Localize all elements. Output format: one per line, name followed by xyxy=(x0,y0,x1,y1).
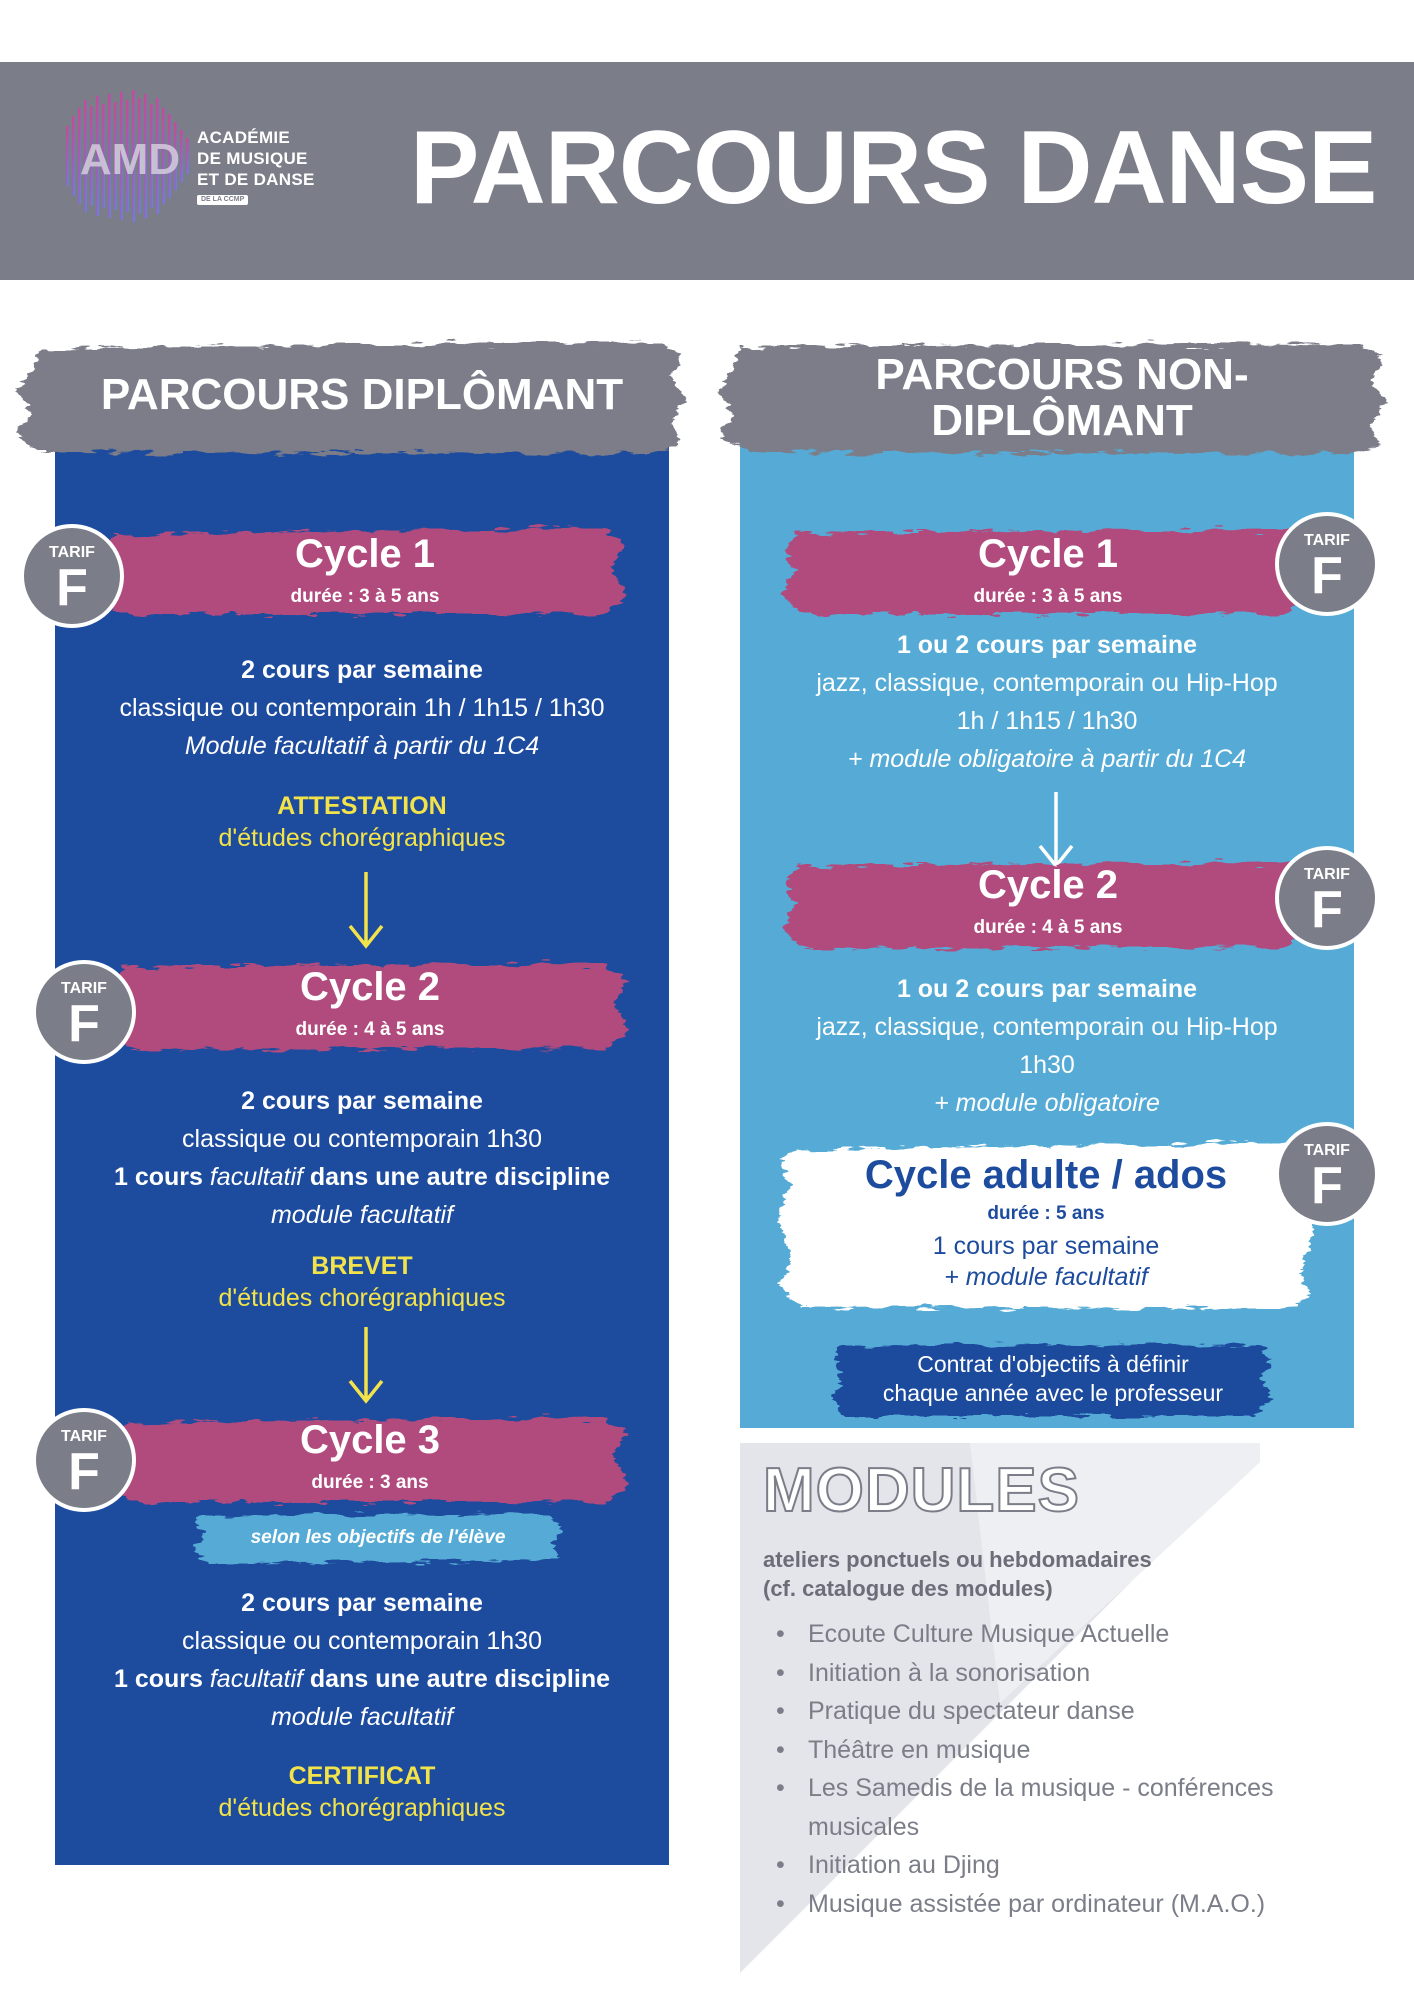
left-cycle2-line1: 2 cours par semaine xyxy=(241,1087,483,1115)
left-cycle1-diploma-sub: d'études chorégraphiques xyxy=(218,824,506,852)
left-cycle3-diploma-title: CERTIFICAT xyxy=(288,1762,436,1790)
right-adult-tarif-badge xyxy=(1275,1122,1379,1226)
right-cycle2-line4: + module obligatoire xyxy=(934,1089,1160,1117)
right-adult-duration: durée : 5 ans xyxy=(987,1203,1105,1224)
modules-subtitle xyxy=(763,1545,1152,1603)
list-item: • Initiation au Djing xyxy=(770,1846,1368,1885)
right-cycle1-line1: 1 ou 2 cours par semaine xyxy=(896,631,1198,659)
left-cycle3-diploma xyxy=(55,1760,669,1824)
logo-line-1: ACADÉMIE xyxy=(197,128,291,147)
list-item: • Les Samedis de la musique - conférences musicales xyxy=(770,1769,1368,1846)
left-cycle2-diploma xyxy=(55,1250,669,1314)
arrow-down-icon xyxy=(346,870,386,950)
left-cycle3-line2: classique ou contemporain 1h30 xyxy=(182,1627,542,1655)
left-cycle3-line4: module facultatif xyxy=(270,1703,454,1731)
left-cycle1-diploma-title: ATTESTATION xyxy=(277,792,447,820)
left-cycle3-line3a: 1 cours xyxy=(113,1665,210,1693)
non-diplomant-banner-title xyxy=(755,352,1369,444)
left-cycle1-duration: durée : 3 à 5 ans xyxy=(290,586,440,607)
logo-subtitle: DE LA CCMP xyxy=(197,195,248,205)
right-cycle1-title: Cycle 1 xyxy=(977,532,1119,576)
left-cycle3-line3 xyxy=(55,1660,669,1698)
right-cycle1-tarif-badge xyxy=(1275,512,1379,616)
logo-text xyxy=(197,127,315,190)
left-cycle1-line1: 2 cours par semaine xyxy=(241,656,483,684)
right-cycle2-details xyxy=(740,970,1354,1122)
left-cycle1-diploma xyxy=(55,790,669,854)
tarif-label: TARIF xyxy=(61,980,107,997)
left-cycle1-line2: classique ou contemporain 1h / 1h15 / 1h30 xyxy=(119,694,605,722)
left-cycle3-line3b: facultatif xyxy=(209,1665,303,1693)
left-cycle2-diploma-title: BREVET xyxy=(311,1252,413,1280)
right-cycle2-tarif-badge xyxy=(1275,846,1379,950)
non-diplomant-banner-line-1: PARCOURS NON- xyxy=(875,350,1249,399)
right-cycle1-line4: + module obligatoire à partir du 1C4 xyxy=(847,745,1247,773)
arrow-down-icon xyxy=(346,1325,386,1405)
academy-logo xyxy=(60,86,200,226)
right-cycle1-line2: jazz, classique, contemporain ou Hip-Hop xyxy=(816,669,1278,697)
left-cycle1-tarif-badge xyxy=(20,524,124,628)
right-cycle1-details xyxy=(740,626,1354,778)
left-cycle3-line1: 2 cours par semaine xyxy=(241,1589,483,1617)
tarif-letter: F xyxy=(1311,1157,1343,1215)
right-adult-line1: 1 cours par semaine xyxy=(932,1232,1160,1260)
diplomant-banner-title: PARCOURS DIPLÔMANT xyxy=(100,370,624,419)
left-cycle2-tarif-badge xyxy=(32,960,136,1064)
left-cycle3-diploma-sub: d'études chorégraphiques xyxy=(218,1794,506,1822)
left-cycle3-line3c: dans une autre discipline xyxy=(302,1665,610,1693)
right-cycle2-title: Cycle 2 xyxy=(977,863,1119,907)
logo-line-2: DE MUSIQUE xyxy=(197,149,308,168)
right-contract-line2: chaque année avec le professeur xyxy=(882,1380,1224,1406)
right-contract-line1: Contrat d'objectifs à définir xyxy=(917,1351,1189,1377)
left-cycle3-details xyxy=(55,1584,669,1736)
right-cycle1-duration: durée : 3 à 5 ans xyxy=(973,586,1123,607)
right-adult-title: Cycle adulte / ados xyxy=(864,1153,1228,1197)
left-cycle2-title: Cycle 2 xyxy=(299,965,441,1009)
left-cycle2-duration: durée : 4 à 5 ans xyxy=(295,1019,445,1040)
svg-text:AMD: AMD xyxy=(79,135,181,184)
tarif-letter: F xyxy=(1311,547,1343,605)
left-cycle3-title: Cycle 3 xyxy=(299,1418,441,1462)
modules-subtitle-line2: (cf. catalogue des modules) xyxy=(763,1576,1053,1601)
tarif-letter: F xyxy=(56,559,88,617)
tarif-label: TARIF xyxy=(49,544,95,561)
right-cycle2-line2: jazz, classique, contemporain ou Hip-Hop xyxy=(816,1013,1278,1041)
left-cycle2-line3 xyxy=(55,1158,669,1196)
tarif-letter: F xyxy=(68,1443,100,1501)
right-contract-text xyxy=(828,1350,1278,1408)
left-cycle1-title: Cycle 1 xyxy=(294,532,436,576)
tarif-letter: F xyxy=(1311,881,1343,939)
tarif-label: TARIF xyxy=(1304,866,1350,883)
left-cycle1-details xyxy=(55,651,669,765)
logo-line-3: ET DE DANSE xyxy=(197,170,315,189)
right-cycle2-line3: 1h30 xyxy=(1019,1051,1075,1079)
modules-title: MODULES xyxy=(763,1456,1080,1525)
right-adult-line2: + module facultatif xyxy=(944,1263,1148,1291)
left-cycle2-line3a: 1 cours xyxy=(113,1163,210,1191)
right-cycle2-duration: durée : 4 à 5 ans xyxy=(973,917,1123,938)
non-diplomant-banner-line-2: DIPLÔMANT xyxy=(931,396,1193,445)
list-item: • Pratique du spectateur danse xyxy=(770,1692,1368,1731)
tarif-label: TARIF xyxy=(61,1428,107,1445)
list-item: • Musique assistée par ordinateur (M.A.O.) xyxy=(770,1885,1368,1924)
tarif-letter: F xyxy=(68,995,100,1053)
right-cycle1-line3: 1h / 1h15 / 1h30 xyxy=(956,707,1138,735)
left-cycle2-line4: module facultatif xyxy=(270,1201,454,1229)
left-cycle3-tarif-badge xyxy=(32,1408,136,1512)
left-cycle2-line2: classique ou contemporain 1h30 xyxy=(182,1125,542,1153)
tarif-label: TARIF xyxy=(1304,532,1350,549)
left-cycle2-diploma-sub: d'études chorégraphiques xyxy=(218,1284,506,1312)
modules-subtitle-line1: ateliers ponctuels ou hebdomadaires xyxy=(763,1547,1152,1572)
list-item: • Théâtre en musique xyxy=(770,1731,1368,1770)
left-cycle2-line3c: dans une autre discipline xyxy=(302,1163,610,1191)
left-cycle3-duration: durée : 3 ans xyxy=(311,1472,429,1493)
left-cycle3-tag: selon les objectifs de l'élève xyxy=(250,1527,506,1548)
right-adult-details xyxy=(772,1231,1320,1293)
tarif-label: TARIF xyxy=(1304,1142,1350,1159)
right-cycle2-line1: 1 ou 2 cours par semaine xyxy=(896,975,1198,1003)
list-item: • Ecoute Culture Musique Actuelle xyxy=(770,1615,1368,1654)
left-cycle2-line3b: facultatif xyxy=(209,1163,303,1191)
modules-list xyxy=(770,1615,1368,1923)
left-cycle1-line3: Module facultatif à partir du 1C4 xyxy=(184,732,540,760)
left-cycle2-details xyxy=(55,1082,669,1234)
page-title: PARCOURS DANSE xyxy=(410,110,1377,226)
list-item: • Initiation à la sonorisation xyxy=(770,1654,1368,1693)
